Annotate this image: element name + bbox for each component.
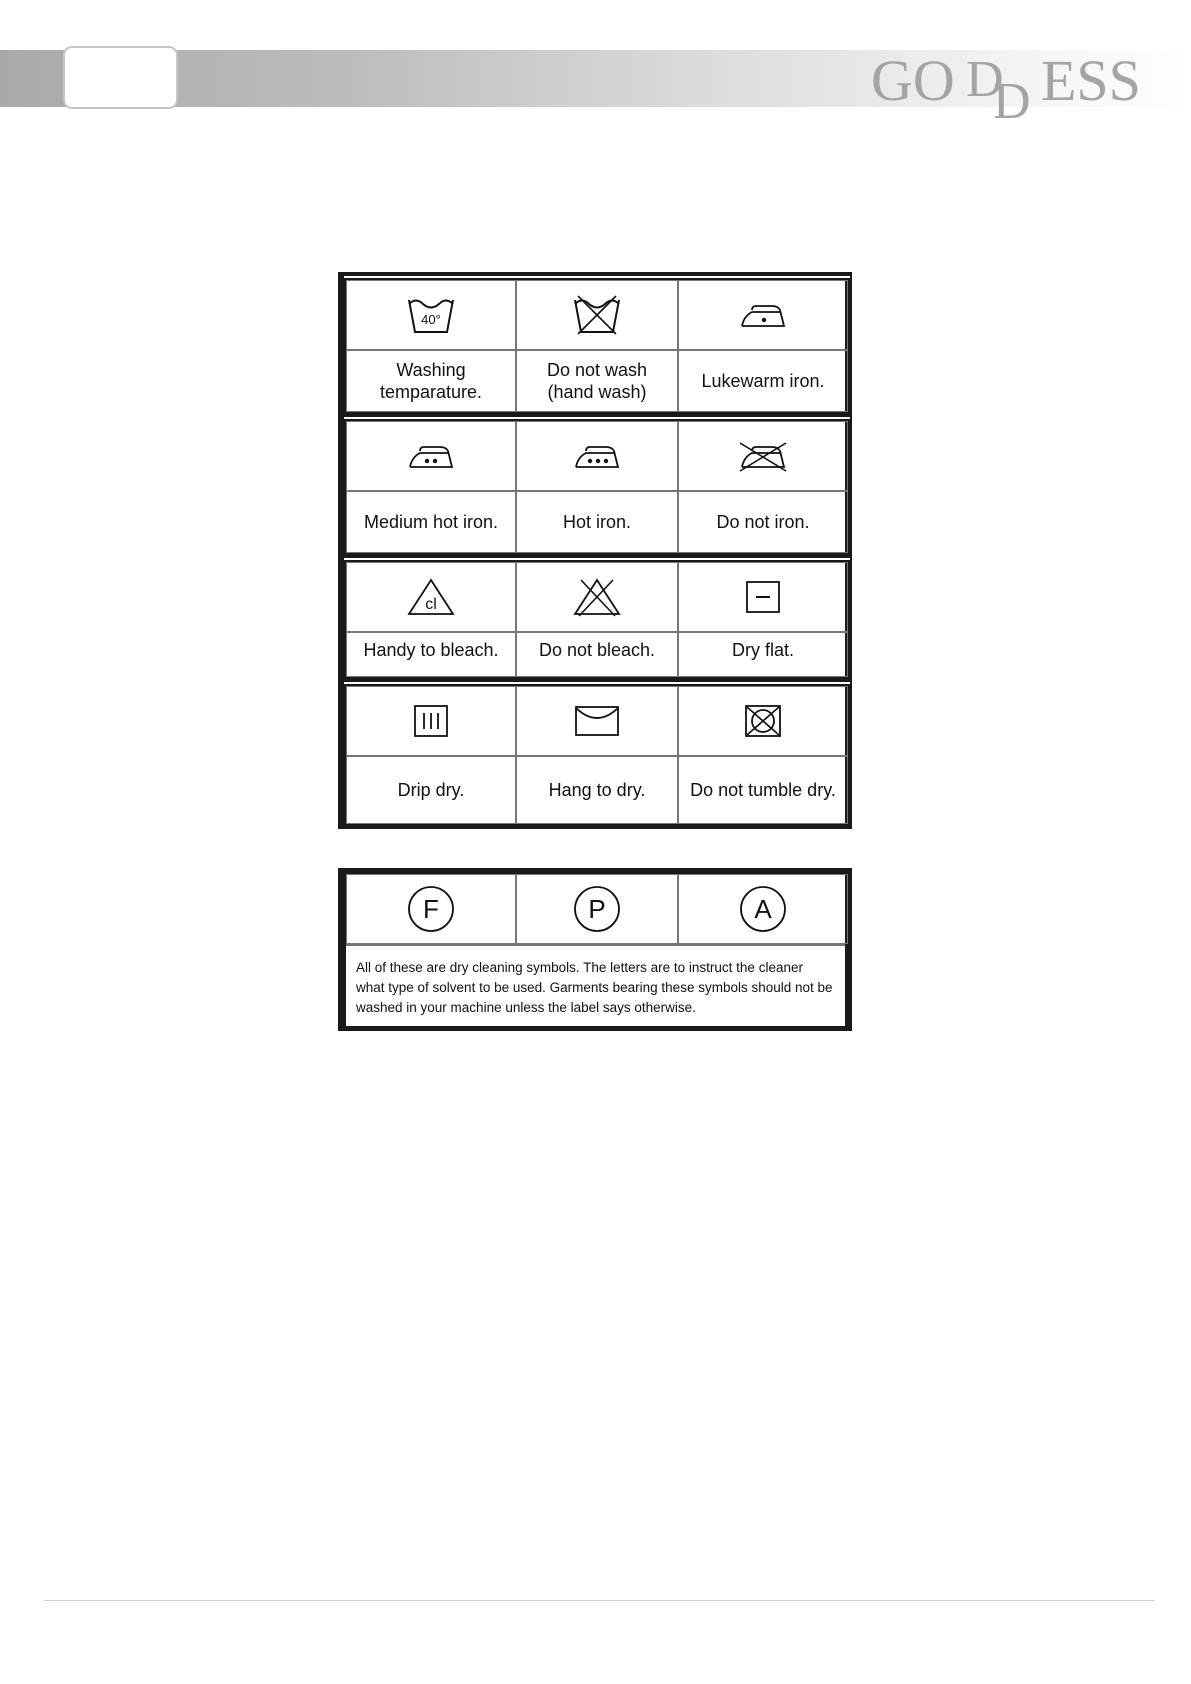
svg-text:A: A: [754, 894, 772, 924]
cell-iron-two-dots: [346, 421, 516, 491]
footer-rule: [44, 1600, 1154, 1601]
dry-cleaning-icons-row: [346, 874, 845, 944]
cell-do-not-bleach: [516, 562, 678, 632]
iron-two-dots-icon: [406, 439, 456, 473]
label-do-not-tumble-dry: Do not tumble dry.: [678, 756, 848, 824]
label-hot-iron: Hot iron.: [516, 491, 678, 553]
dry-cleaning-group: [344, 872, 850, 1031]
svg-text:40°: 40°: [421, 312, 441, 327]
care-group-4: [344, 684, 850, 829]
logo-letters-ess: ESS: [1041, 48, 1141, 113]
cell-dry-clean-f: [346, 874, 516, 944]
brand-logo: [871, 40, 1161, 120]
label-do-not-iron: Do not iron.: [678, 491, 848, 553]
care-group-3: [344, 560, 850, 682]
dry-clean-f-icon: [406, 884, 456, 934]
cell-do-not-wash: [516, 280, 678, 350]
cell-do-not-iron: [678, 421, 848, 491]
dry-clean-a-icon: [738, 884, 788, 934]
do-not-iron-icon: [736, 439, 790, 473]
cell-do-not-tumble-dry: [678, 686, 848, 756]
label-do-not-bleach: Do not bleach.: [516, 632, 678, 677]
hang-to-dry-icon: [573, 704, 621, 738]
label-do-not-wash: Do not wash (hand wash): [516, 350, 678, 412]
do-not-tumble-dry-icon: [743, 703, 783, 739]
label-medium-hot-iron: Medium hot iron.: [346, 491, 516, 553]
svg-text:P: P: [588, 894, 606, 924]
bleach-cl-icon: [405, 576, 457, 618]
goddess-logo-icon: [871, 40, 1161, 120]
logo-letters-go: GO: [871, 48, 955, 113]
iron-three-dots-icon: [572, 439, 622, 473]
do-not-wash-icon: [572, 294, 622, 336]
page-number-tab: [63, 46, 178, 109]
logo-letter-d1: D: [966, 51, 1004, 108]
label-handy-to-bleach: Handy to bleach.: [346, 632, 516, 677]
dry-cleaning-note: All of these are dry cleaning symbols. The letters are to instruct the cleaner what type of solvent to be used. Garments bearing these symbols should not be washed in your machine unless the label says otherwise.: [346, 944, 845, 1026]
cell-iron-one-dot: [678, 280, 848, 350]
dry-flat-icon: [744, 579, 782, 615]
cell-hang-to-dry: [516, 686, 678, 756]
care-group-1: [344, 278, 850, 417]
logo-letter-d2: D: [993, 73, 1031, 120]
label-hang-to-dry: Hang to dry.: [516, 756, 678, 824]
cell-dry-clean-a: [678, 874, 848, 944]
svg-text:cl: cl: [425, 596, 437, 613]
cell-bleach: [346, 562, 516, 632]
label-lukewarm-iron: Lukewarm iron.: [678, 350, 848, 412]
cell-iron-three-dots: [516, 421, 678, 491]
cell-dry-clean-p: [516, 874, 678, 944]
dry-clean-p-icon: [572, 884, 622, 934]
drip-dry-icon: [412, 703, 450, 739]
label-dry-flat: Dry flat.: [678, 632, 848, 677]
cell-dry-flat: [678, 562, 848, 632]
wash-40-icon: [406, 294, 456, 336]
care-group-2: [344, 419, 850, 558]
iron-one-dot-icon: [738, 298, 788, 332]
label-drip-dry: Drip dry.: [346, 756, 516, 824]
do-not-bleach-icon: [571, 576, 623, 618]
dry-cleaning-table: [338, 868, 852, 1031]
care-symbols-table: [338, 272, 852, 829]
cell-wash-40: [346, 280, 516, 350]
svg-text:F: F: [423, 894, 439, 924]
label-wash-temperature: Washing temparature.: [346, 350, 516, 412]
cell-drip-dry: [346, 686, 516, 756]
